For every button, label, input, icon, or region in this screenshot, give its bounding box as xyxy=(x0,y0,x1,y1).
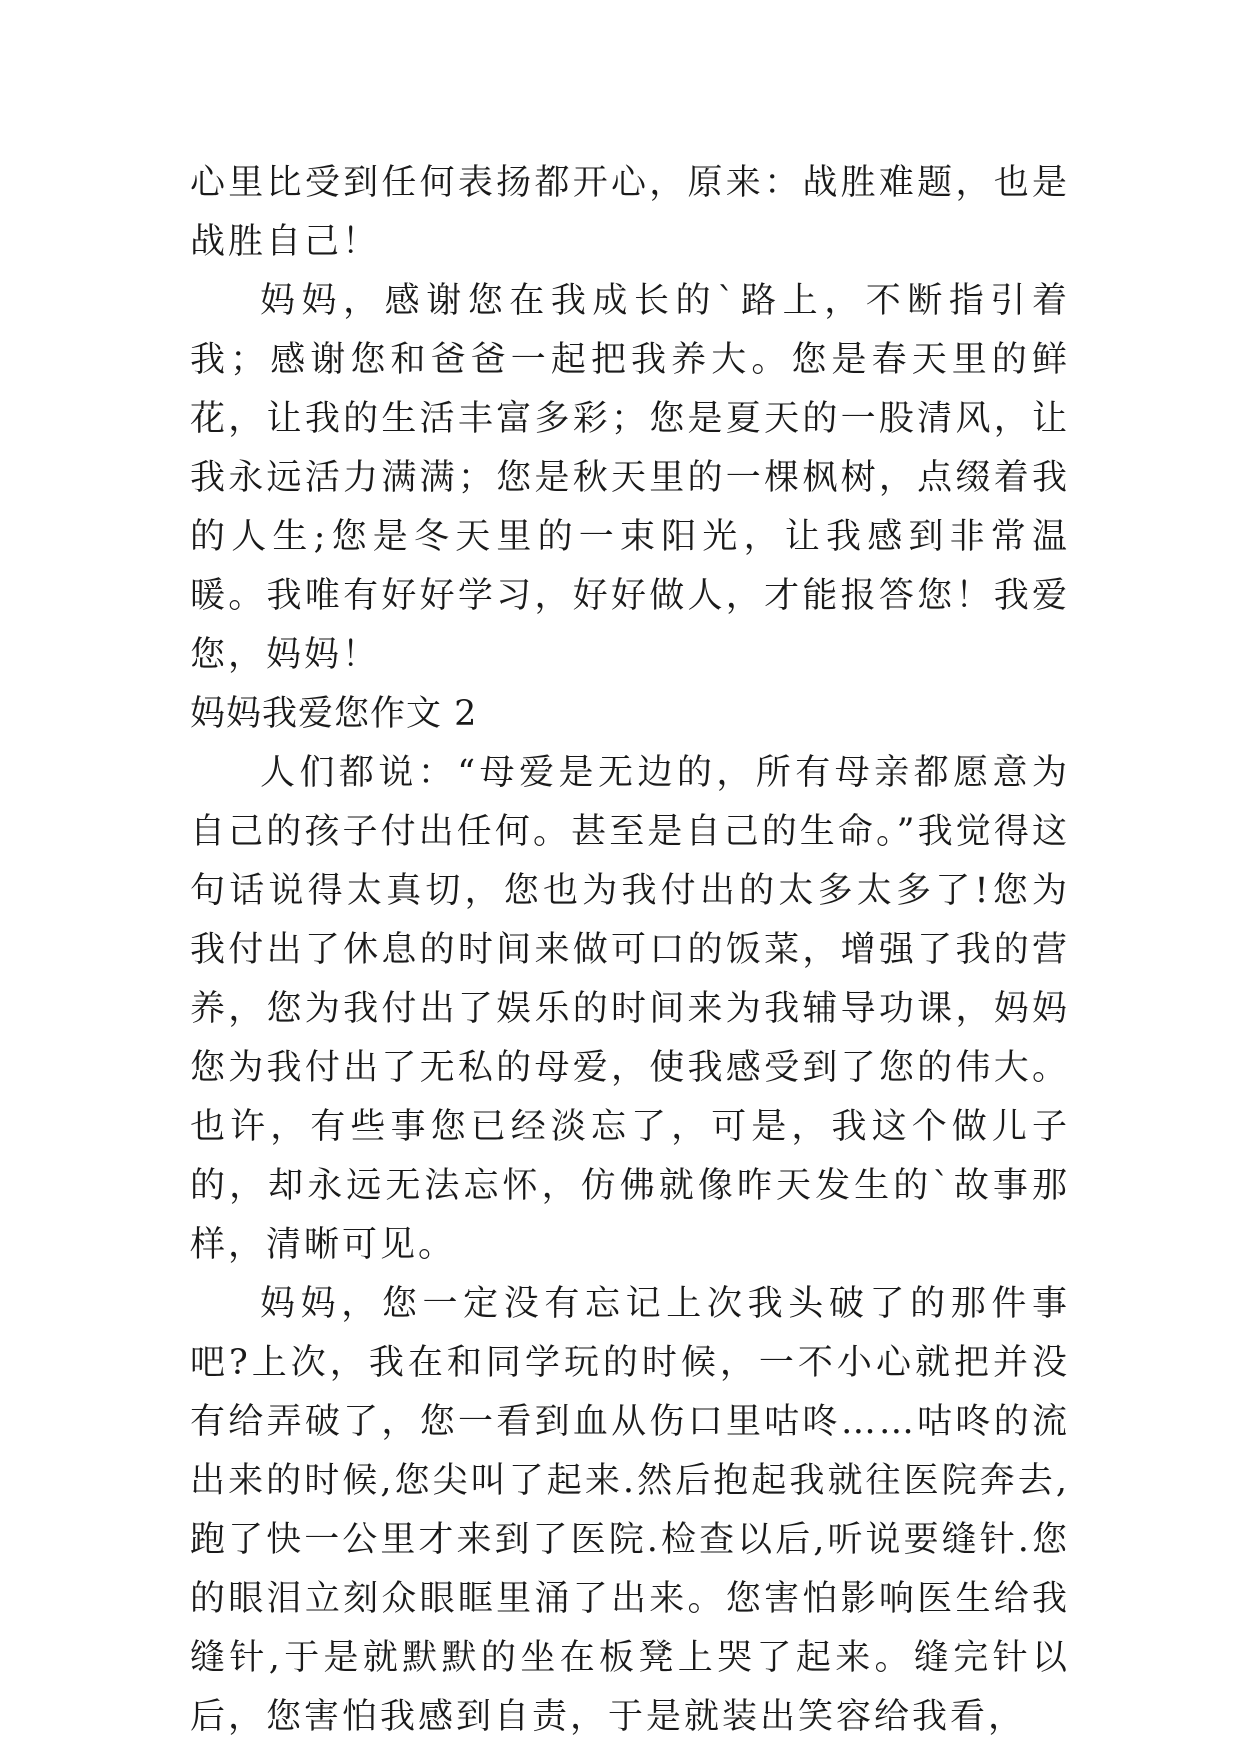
paragraph-2: 妈妈，感谢您在我成长的`路上，不断指引着我；感谢您和爸爸一起把我养大。您是春天里的鲜花，让我的生活丰富多彩；您是夏天的一股清风，让我永远活力满满；您是秋天里的一棵枫树，点缀着我的人生;您是冬天里的一束阳光，让我感到非常温暖。我唯有好好学习，好好做人，才能报答您！我爱您，妈妈！ xyxy=(190,281,1070,675)
paragraph-3: 人们都说：“母爱是无边的，所有母亲都愿意为自己的孩子付出任何。甚至是自己的生命。”我觉得这句话说得太真切，您也为我付出的太多太多了!您为我付出了休息的时间来做可口的饭菜，增强了我的营养，您为我付出了娱乐的时间来为我辅导功课，妈妈您为我付出了无私的母爱，使我感受到了您的伟大。也许，有些事您已经淡忘了，可是，我这个做儿子的，却永远无法忘怀，仿佛就像昨天发生的`故事那样，清晰可见。 xyxy=(190,753,1070,1265)
document-body xyxy=(190,154,1070,1747)
paragraph-4: 妈妈，您一定没有忘记上次我头破了的那件事吧?上次，我在和同学玩的时候，一不小心就把并没有给弄破了，您一看到血从伤口里咕咚……咕咚的流出来的时候,您尖叫了起来.然后抱起我就往医院奔去,跑了快一公里才来到了医院.检查以后,听说要缝针.您的眼泪立刻众眼眶里涌了出来。您害怕影响医生给我缝针,于是就默默的坐在板凳上哭了起来。缝完针以后，您害怕我感到自责，于是就装出笑容给我看， xyxy=(190,1284,1070,1737)
paragraph-1: 心里比受到任何表扬都开心，原来：战胜难题，也是战胜自己！ xyxy=(190,163,1070,262)
section-heading: 妈妈我爱您作文 2 xyxy=(190,694,478,734)
